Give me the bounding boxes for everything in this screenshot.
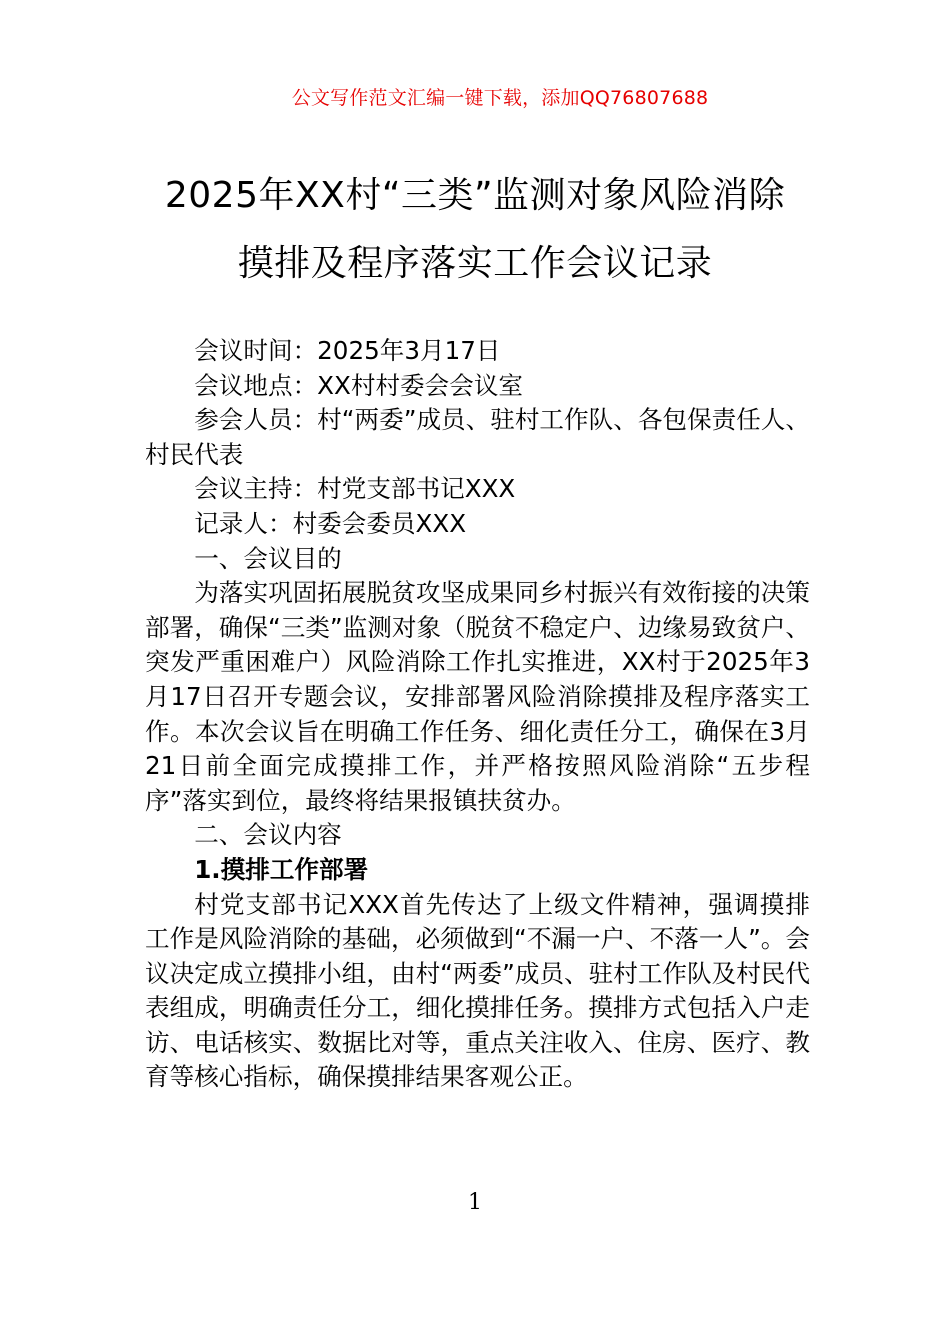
section-2-paragraph: 村党支部书记XXX首先传达了上级文件精神，强调摸排工作是风险消除的基础，必须做到“不漏一户、不落一人”。会议决定成立摸排小组，由村“两委”成员、驻村工作队及村民代表组成，明确责任分工，细化摸排任务。摸排方式包括入户走访、电话核实、数据比对等，重点关注收入、住房、医疗、教育等核心指标，确保摸排结果客观公正。 [145, 889, 810, 1092]
page-number: 1 [468, 1190, 482, 1215]
section-1-heading: 一、会议目的 [194, 543, 342, 573]
meeting-attendees: 参会人员：村“两委”成员、驻村工作队、各包保责任人、村民代表 [145, 405, 810, 469]
section-1-paragraph: 为落实巩固拓展脱贫攻坚成果同乡村振兴有效衔接的决策部署，确保“三类”监测对象（脱贫不稳定户、边缘易致贫户、突发严重困难户）风险消除工作扎实推进，XX村于2025年3月17日召开专题会议，安排部署风险消除摸排及程序落实工作。本次会议旨在明确工作任务、细化责任分工，确保在3月21日前全面完成摸排工作，并严格按照风险消除“五步程序”落实到位，最终将结果报镇扶贫办。 [145, 578, 810, 815]
document-body [145, 334, 810, 1095]
meeting-place: 会议地点：XX村村委会会议室 [194, 370, 524, 400]
section-2-heading: 二、会议内容 [194, 820, 342, 850]
header-download-note: 公文写作范文汇编一键下载，添加QQ76807688 [291, 87, 709, 109]
meeting-host: 会议主持：村党支部书记XXX [194, 474, 516, 504]
document-title-line-2: 摸排及程序落实工作会议记录 [237, 243, 713, 284]
section-2-subheading: 1.摸排工作部署 [194, 854, 369, 884]
document-title-line-1: 2025年XX村“三类”监测对象风险消除 [164, 175, 786, 216]
meeting-recorder: 记录人：村委会委员XXX [194, 508, 467, 538]
meeting-time: 会议时间：2025年3月17日 [194, 336, 501, 365]
